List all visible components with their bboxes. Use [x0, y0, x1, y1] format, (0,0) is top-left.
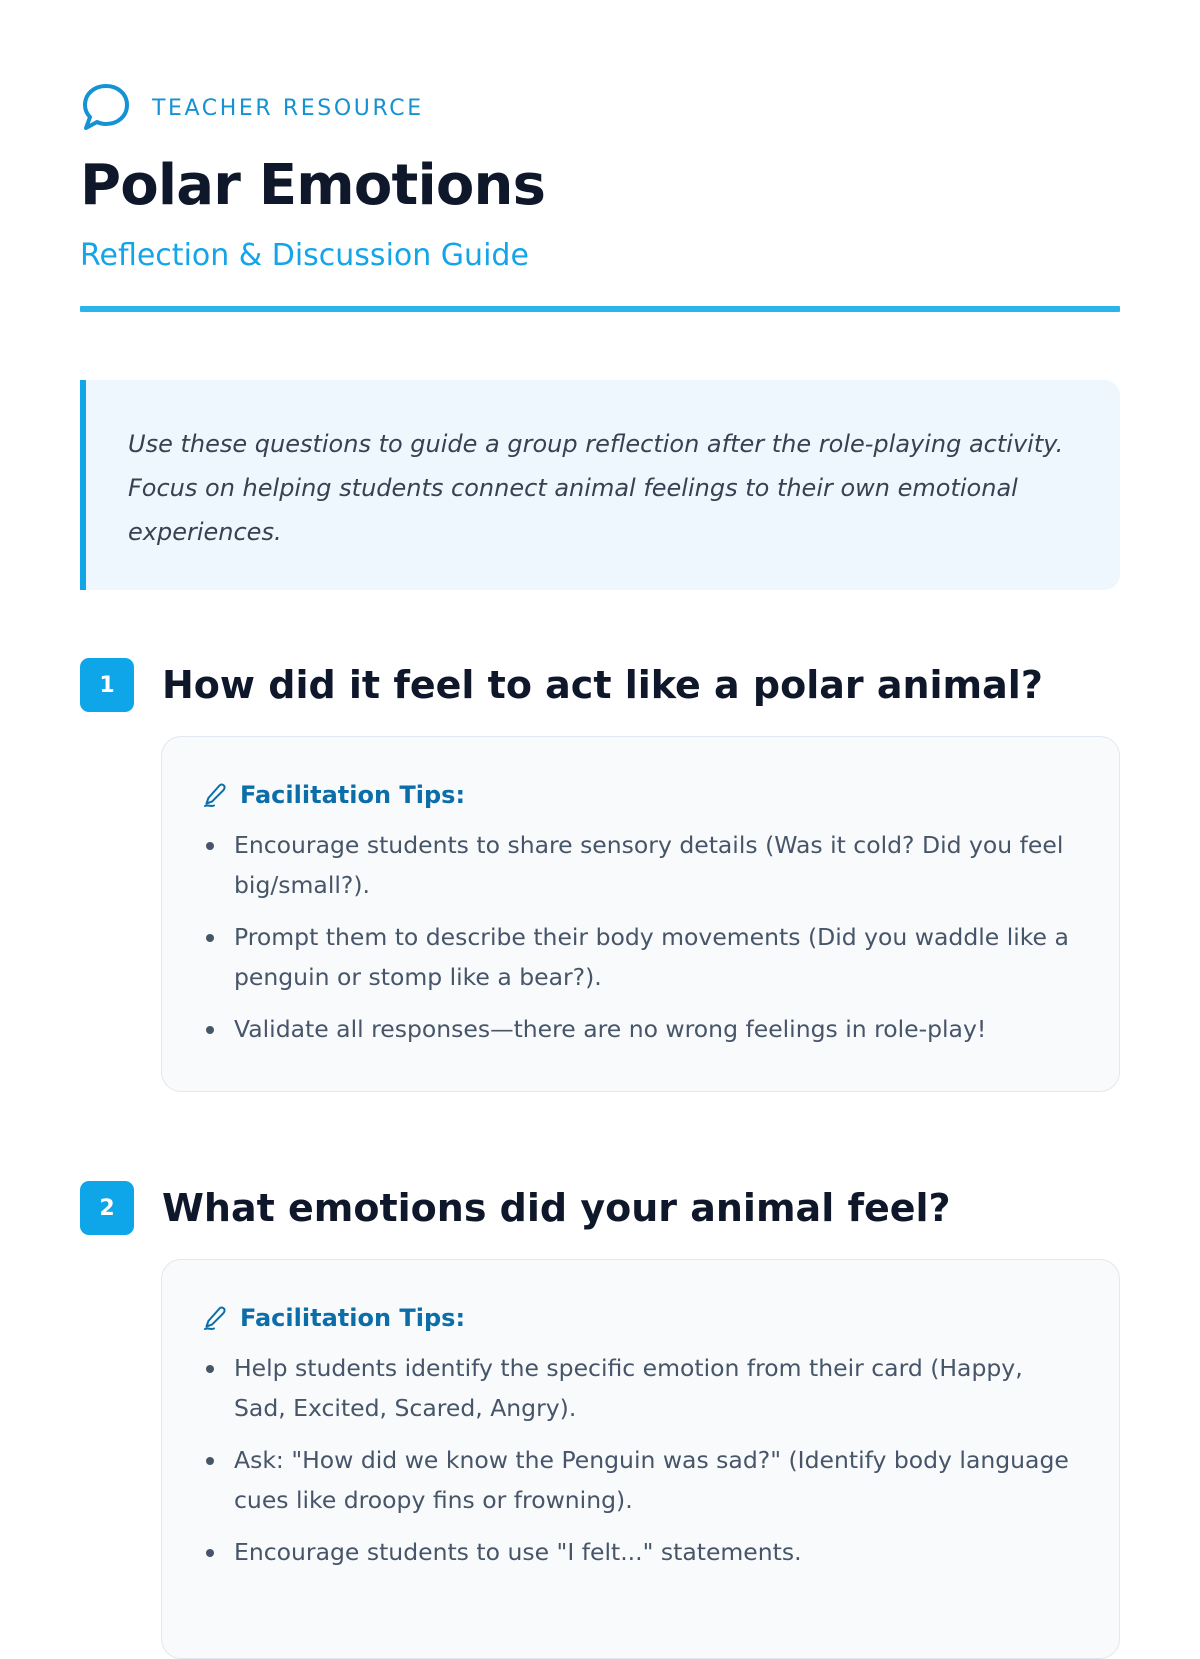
facilitation-tips-card	[161, 1259, 1120, 1659]
question-number-badge: 2	[80, 1181, 134, 1235]
tips-list	[202, 825, 1079, 1049]
intro-callout	[80, 380, 1120, 590]
list-item: Encourage students to share sensory details (Was it cold? Did you feel big/small?).	[202, 825, 1079, 905]
page-title: Polar Emotions	[80, 153, 546, 218]
list-item: Help students identify the specific emotion from their card (Happy, Sad, Excited, Scared, Angry).	[202, 1348, 1079, 1428]
question-section-2	[80, 1180, 1120, 1566]
list-item: Prompt them to describe their body movements (Did you waddle like a penguin or stomp like a bear?).	[202, 917, 1079, 997]
tips-label: Facilitation Tips:	[240, 781, 466, 809]
question-title: What emotions did your animal feel?	[162, 1186, 951, 1230]
pen-icon	[202, 782, 228, 808]
header-divider	[80, 306, 1120, 312]
question-number-badge: 1	[80, 658, 134, 712]
tips-header	[202, 777, 1079, 813]
eyebrow	[80, 80, 1120, 136]
page-header	[80, 80, 1120, 274]
question-section-1	[80, 657, 1120, 1043]
pen-icon	[202, 1305, 228, 1331]
chat-bubble-icon	[80, 82, 132, 134]
facilitation-tips-card	[161, 736, 1120, 1092]
list-item: Encourage students to use "I felt..." statements.	[202, 1532, 1079, 1572]
intro-text: Use these questions to guide a group reflection after the role-playing activity. Focus on helping students connect animal feelings to their own emotional experiences.	[128, 430, 1064, 546]
tips-header	[202, 1300, 1079, 1336]
list-item: Ask: "How did we know the Penguin was sad?" (Identify body language cues like droopy fins or frowning).	[202, 1440, 1079, 1520]
tips-list	[202, 1348, 1079, 1572]
question-title: How did it feel to act like a polar animal?	[162, 663, 1043, 707]
question-heading	[80, 657, 1120, 713]
eyebrow-label: TEACHER RESOURCE	[152, 95, 424, 121]
page-subtitle: Reflection & Discussion Guide	[80, 238, 529, 273]
question-heading	[80, 1180, 1120, 1236]
tips-label: Facilitation Tips:	[240, 1304, 466, 1332]
list-item: Validate all responses—there are no wrong feelings in role-play!	[202, 1009, 1079, 1049]
